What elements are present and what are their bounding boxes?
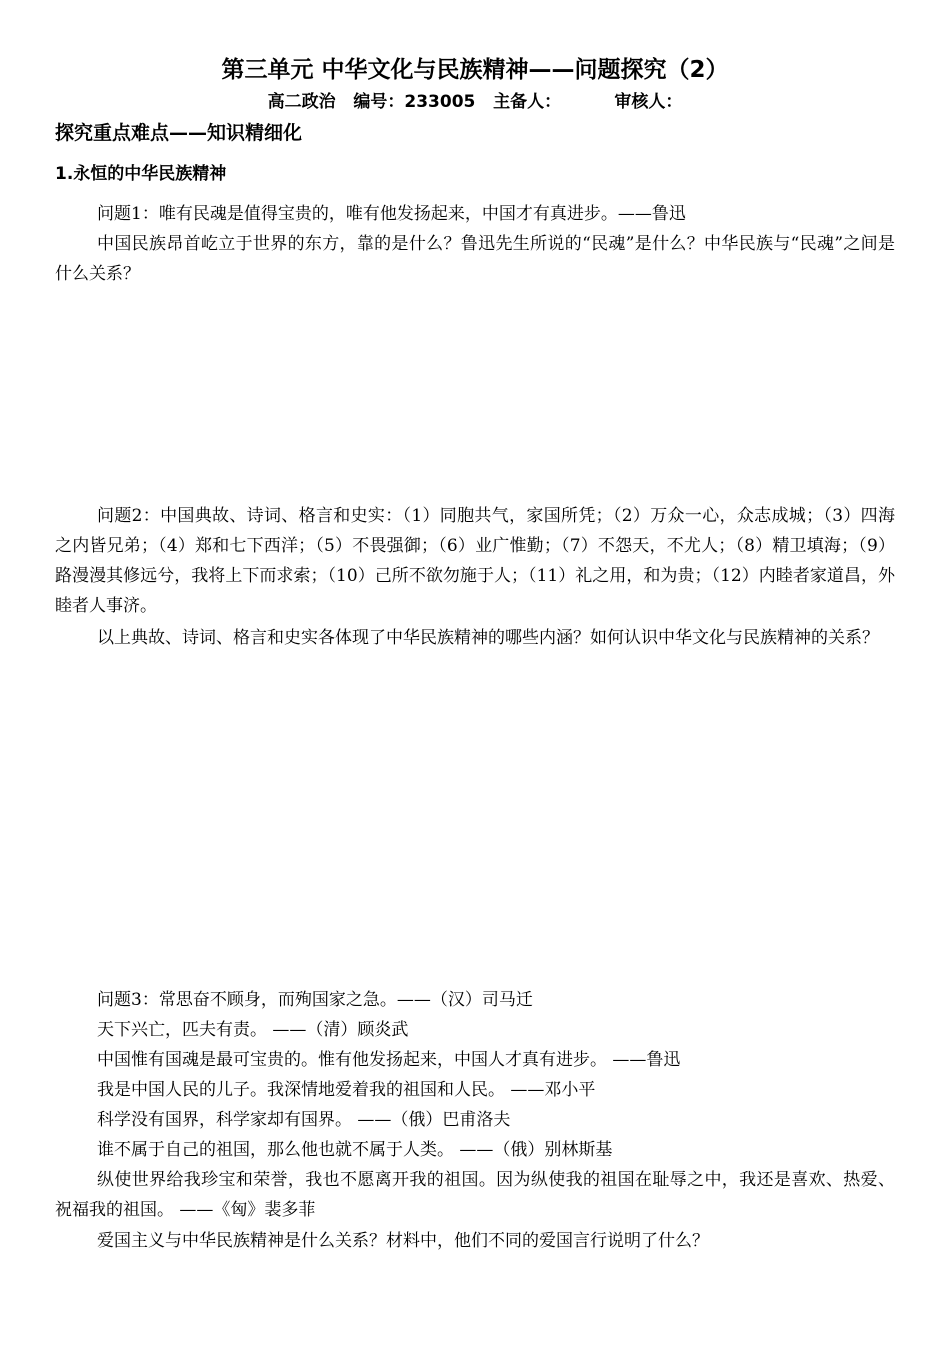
- question-3-quote-1: 问题3：常思奋不顾身，而殉国家之急。——（汉）司马迁: [97, 990, 533, 1010]
- question-3-quote-6: 谁不属于自己的祖国，那么他也就不属于人类。 ——（俄）别林斯基: [97, 1140, 613, 1160]
- question-3-quote-2: 天下兴亡，匹夫有责。 ——（清）顾炎武: [97, 1020, 409, 1040]
- question-2-prompt: 以上典故、诗词、格言和史实各体现了中华民族精神的哪些内涵？如何认识中华文化与民族精神的关系？: [97, 628, 879, 648]
- question-3-quote-3: 中国惟有国魂是最可宝贵的。惟有他发扬起来，中国人才真有进步。 ——鲁迅: [97, 1050, 681, 1070]
- question-3-quote-4: 我是中国人民的儿子。我深情地爱着我的祖国和人民。 ——邓小平: [97, 1080, 596, 1100]
- subsection-title: 1.永恒的中华民族精神: [55, 164, 227, 184]
- question-3-quote-7: 纵使世界给我珍宝和荣誉，我也不愿离开我的祖国。因为纵使我的祖国在耻辱之中，我还是喜欢、热爱、祝福我的祖国。 ——《匈》裴多菲: [55, 1170, 895, 1220]
- question-1-prompt: 中国民族昂首屹立于世界的东方，靠的是什么？鲁迅先生所说的“民魂”是什么？中华民族与“民魂”之间是什么关系？: [55, 234, 895, 284]
- question-3-quote-5: 科学没有国界，科学家却有国界。 ——（俄）巴甫洛夫: [97, 1110, 511, 1130]
- document-meta: 高二政治 编号：233005 主备人： 审核人：: [267, 92, 683, 112]
- section-title: 探究重点难点——知识精细化: [55, 122, 303, 144]
- question-3-prompt: 爱国主义与中华民族精神是什么关系？材料中，他们不同的爱国言行说明了什么？: [97, 1231, 709, 1251]
- question-1-quote: 问题1：唯有民魂是值得宝贵的，唯有他发扬起来，中国才有真进步。——鲁迅: [97, 204, 686, 224]
- question-2-material: 问题2：中国典故、诗词、格言和史实：（1）同胞共气，家国所凭；（2）万众一心，众志成城；（3）四海之内皆兄弟；（4）郑和七下西洋；（5）不畏强御；（6）业广惟勤；（7）不怨天，不尤人；（8）精卫填海；（9）路漫漫其修远兮，我将上下而求索；（10）己所不欲勿施于人；（11）礼之用，和为贵；（12）内睦者家道昌，外睦者人事济。: [55, 506, 895, 616]
- page-title: 第三单元 中华文化与民族精神——问题探究（2）: [221, 57, 729, 83]
